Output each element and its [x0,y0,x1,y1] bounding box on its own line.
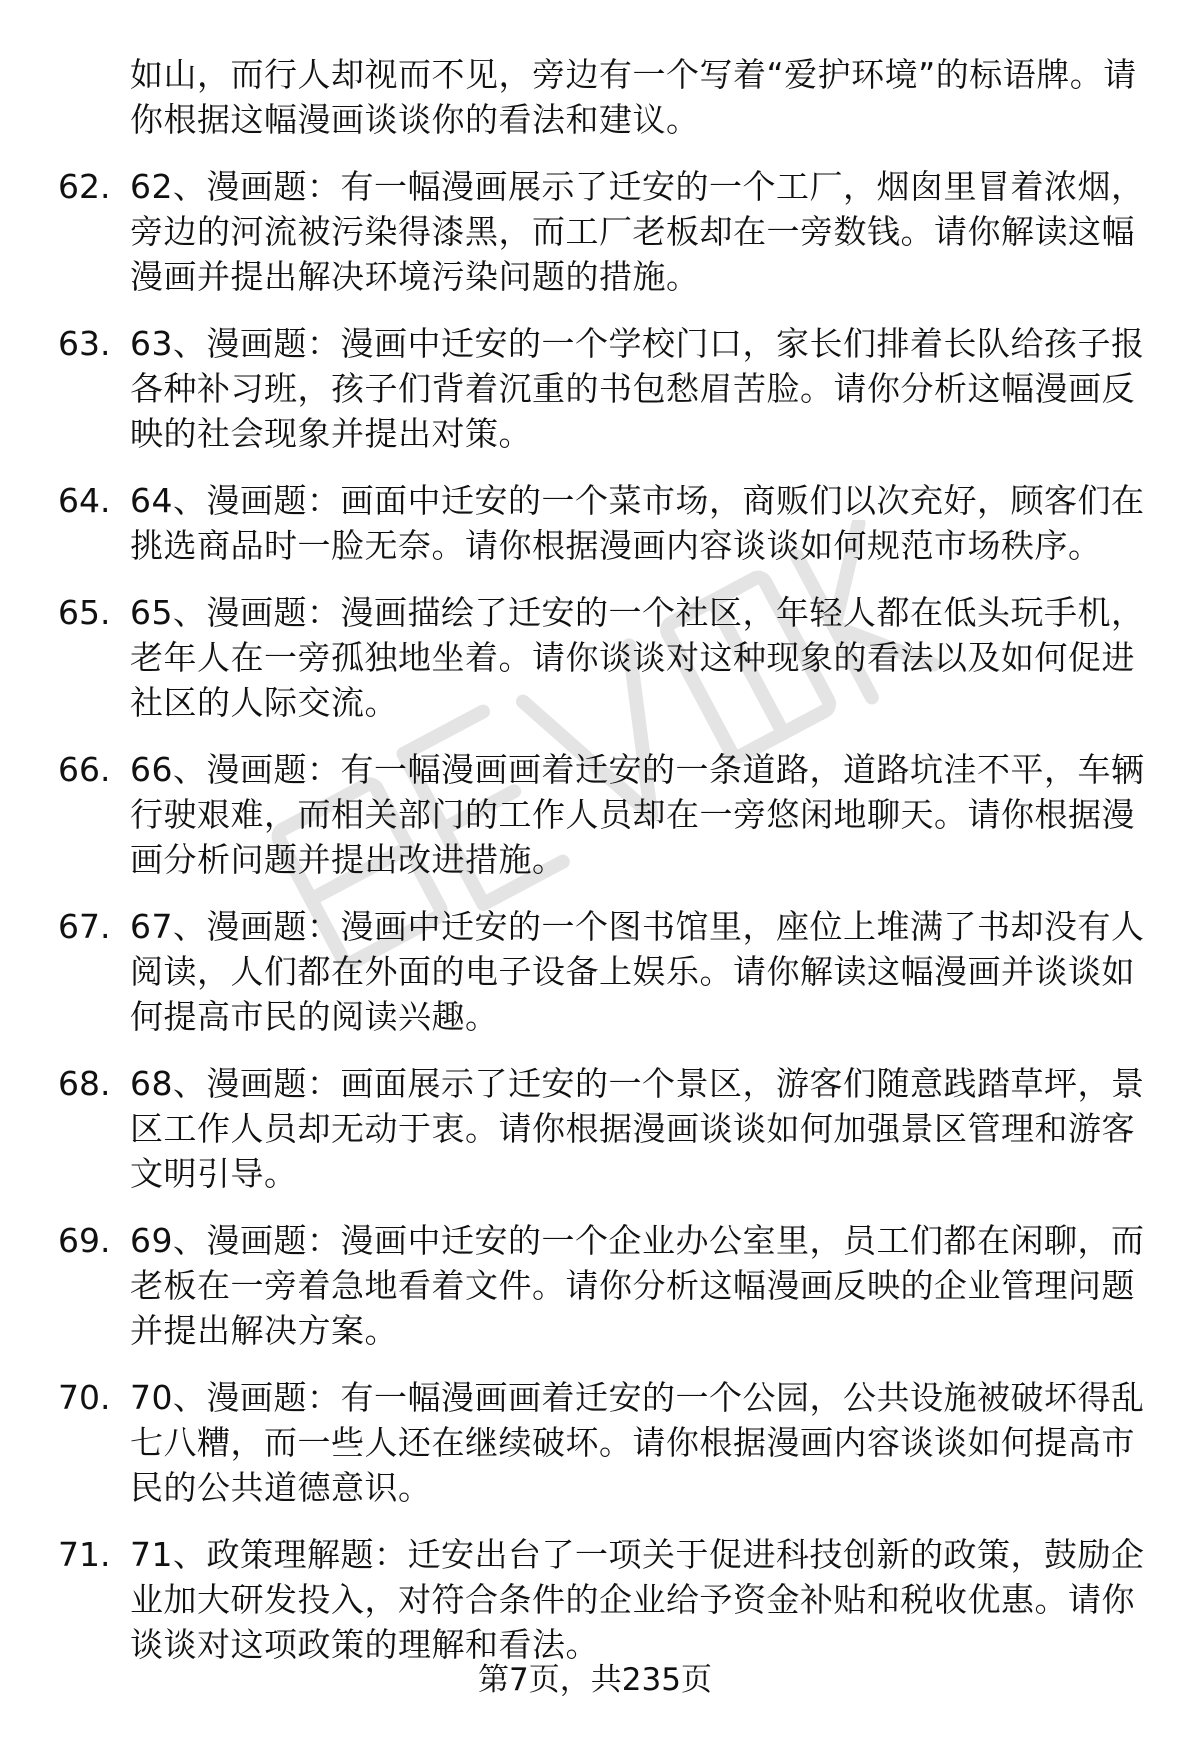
question-list [0,52,1190,1689]
list-item [0,478,1190,568]
list-item [0,321,1190,456]
item-number: 70. [58,1378,111,1417]
item-number: 69. [58,1221,111,1260]
list-item [0,904,1190,1039]
question-text: 71、政策理解题：迁安出台了一项关于促进科技创新的政策，鼓励企业加大研发投入，对符合条件的企业给予资金补贴和税收优惠。请你谈谈对这项政策的理解和看法。 [130,1535,1145,1664]
list-item [0,52,1190,142]
item-number: 64. [58,481,111,520]
list-item [0,1061,1190,1196]
item-number: 62. [58,167,111,206]
page-number: 第7页，共235页 [478,1662,712,1698]
list-item [0,1375,1190,1510]
question-text: 66、漫画题：有一幅漫画画着迁安的一条道路，道路坑洼不平，车辆行驶艰难，而相关部门的工作人员却在一旁悠闲地聊天。请你根据漫画分析问题并提出改进措施。 [130,750,1145,879]
list-item [0,1218,1190,1353]
item-number: 65. [58,593,111,632]
item-number: 71. [58,1535,111,1574]
item-number: 67. [58,907,111,946]
question-text: 68、漫画题：画面展示了迁安的一个景区，游客们随意践踏草坪，景区工作人员却无动于衷。请你根据漫画谈谈如何加强景区管理和游客文明引导。 [130,1064,1145,1193]
question-text: 70、漫画题：有一幅漫画画着迁安的一个公园，公共设施被破坏得乱七八糟，而一些人还在继续破坏。请你根据漫画内容谈谈如何提高市民的公共道德意识。 [130,1378,1145,1507]
list-item [0,164,1190,299]
item-number: 68. [58,1064,111,1103]
question-text: 64、漫画题：画面中迁安的一个菜市场，商贩们以次充好，顾客们在挑选商品时一脸无奈。请你根据漫画内容谈谈如何规范市场秩序。 [130,481,1145,565]
item-number: 66. [58,750,111,789]
question-text: 67、漫画题：漫画中迁安的一个图书馆里，座位上堆满了书却没有人阅读，人们都在外面的电子设备上娱乐。请你解读这幅漫画并谈谈如何提高市民的阅读兴趣。 [130,907,1145,1036]
item-number: 63. [58,324,111,363]
list-item [0,1532,1190,1667]
list-item [0,747,1190,882]
list-item [0,590,1190,725]
continuation-text: 如山，而行人却视而不见，旁边有一个写着“爱护环境”的标语牌。请你根据这幅漫画谈谈你的看法和建议。 [130,55,1137,139]
question-text: 62、漫画题：有一幅漫画展示了迁安的一个工厂，烟囱里冒着浓烟，旁边的河流被污染得漆黑，而工厂老板却在一旁数钱。请你解读这幅漫画并提出解决环境污染问题的措施。 [130,167,1145,296]
question-text: 65、漫画题：漫画描绘了迁安的一个社区，年轻人都在低头玩手机，老年人在一旁孤独地坐着。请你谈谈对这种现象的看法以及如何促进社区的人际交流。 [130,593,1145,722]
question-text: 63、漫画题：漫画中迁安的一个学校门口，家长们排着长队给孩子报各种补习班，孩子们背着沉重的书包愁眉苦脸。请你分析这幅漫画反映的社会现象并提出对策。 [130,324,1145,453]
question-text: 69、漫画题：漫画中迁安的一个企业办公室里，员工们都在闲聊，而老板在一旁着急地看着文件。请你分析这幅漫画反映的企业管理问题并提出解决方案。 [130,1221,1145,1350]
